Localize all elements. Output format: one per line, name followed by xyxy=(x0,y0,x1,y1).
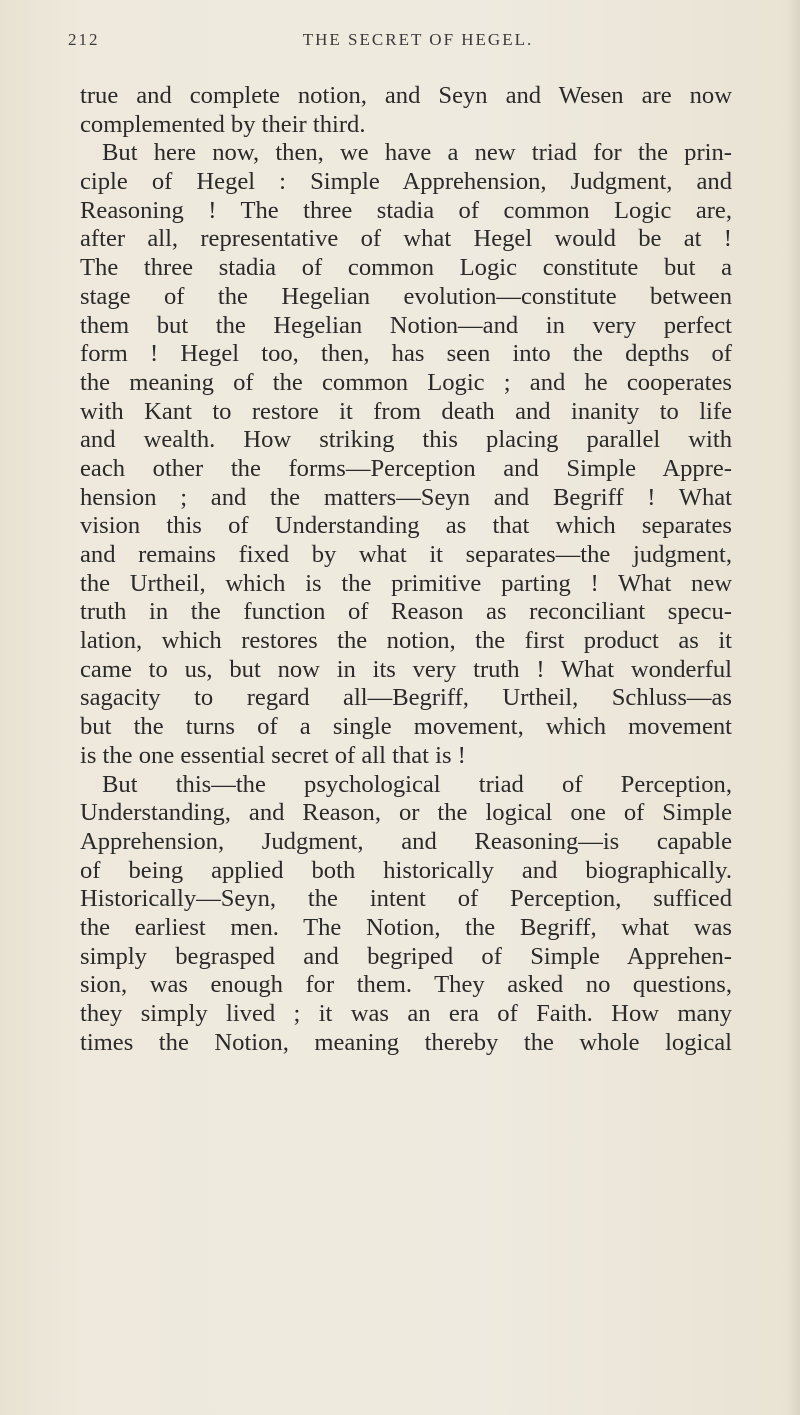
text-line: Historically—Seyn, the intent of Perception, sufficed xyxy=(80,885,732,913)
text-line: they simply lived ; it was an era of Faith. How many xyxy=(80,1000,732,1027)
text-line: stage of the Hegelian evolution—constitute between xyxy=(80,282,732,310)
running-head: THE SECRET OF HEGEL. xyxy=(302,30,534,49)
text-line: But this—the psychological triad of Perception, xyxy=(102,770,732,798)
text-line: hension ; and the matters—Seyn and Begriff ! What xyxy=(80,483,732,511)
page-edge-shadow xyxy=(786,0,800,1415)
page-number: 212 xyxy=(68,30,100,49)
text-line: lation, which restores the notion, the first product as it xyxy=(80,627,732,655)
text-line: and remains fixed by what it separates—the judgment, xyxy=(80,541,732,568)
text-line: sion, was enough for them. They asked no questions, xyxy=(80,971,732,999)
text-line: after all, representative of what Hegel would be at ! xyxy=(80,225,732,253)
text-line: the earliest men. The Notion, the Begriff, what was xyxy=(80,913,732,941)
text-line: sagacity to regard all—Begriff, Urtheil, Schluss—as xyxy=(80,684,732,712)
text-line: form ! Hegel too, then, has seen into the depths of xyxy=(80,340,732,368)
text-line: them but the Hegelian Notion—and in very perfect xyxy=(80,311,732,339)
text-line: but the turns of a single movement, which movement xyxy=(80,713,732,741)
text-line: with Kant to restore it from death and inanity to life xyxy=(80,397,732,425)
text-line: came to us, but now in its very truth ! What wonderful xyxy=(80,655,732,683)
text-line: times the Notion, meaning thereby the whole logical xyxy=(80,1028,732,1056)
text-line: ciple of Hegel : Simple Apprehension, Judgment, and xyxy=(80,168,732,196)
text-line: The three stadia of common Logic constitute but a xyxy=(80,254,732,282)
text-line: simply begrasped and begriped of Simple Apprehen- xyxy=(80,942,732,970)
text-line: Reasoning ! The three stadia of common Logic are, xyxy=(80,196,732,224)
text-line: and wealth. How striking this placing parallel with xyxy=(80,426,732,454)
text-line: Understanding, and Reason, or the logical one of Simple xyxy=(80,799,732,827)
text-line: each other the forms—Perception and Simple Appre- xyxy=(80,454,732,482)
text-line: of being applied both historically and biographically. xyxy=(80,856,732,884)
text-line: is the one essential secret of all that is ! xyxy=(80,741,466,769)
body-text xyxy=(80,82,732,1057)
text-line: true and complete notion, and Seyn and Wesen are now xyxy=(80,82,732,109)
page-header xyxy=(68,30,768,58)
text-line: complemented by their third. xyxy=(80,110,366,138)
text-line: vision this of Understanding as that which separates xyxy=(80,512,732,540)
text-line: the meaning of the common Logic ; and he cooperates xyxy=(80,368,732,396)
text-line: Apprehension, Judgment, and Reasoning—is capable xyxy=(80,827,732,855)
text-line: But here now, then, we have a new triad for the prin- xyxy=(102,139,732,167)
text-line: truth in the function of Reason as reconciliant specu- xyxy=(80,598,732,626)
text-line: the Urtheil, which is the primitive parting ! What new xyxy=(80,569,732,597)
